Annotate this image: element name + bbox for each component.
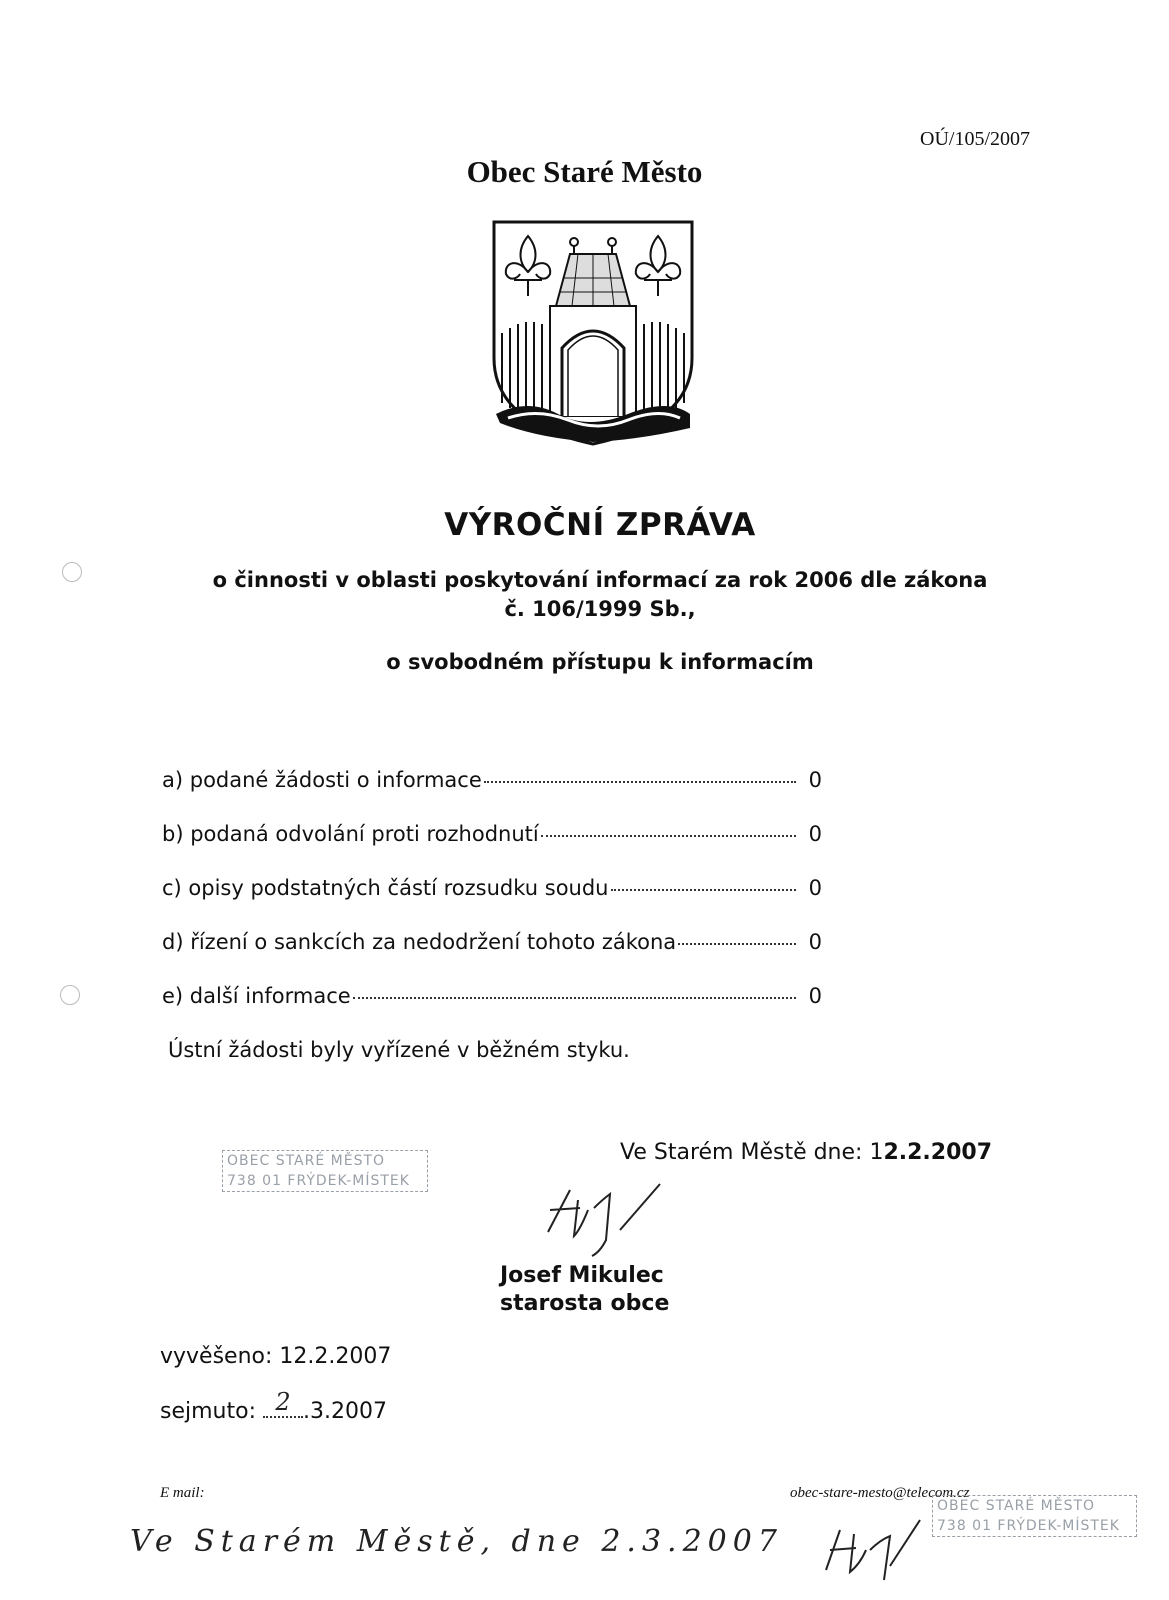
subtitle-line-3: o svobodném přístupu k informacím — [386, 650, 814, 674]
place-date-bold: 2.2.2007 — [883, 1140, 993, 1165]
dot-leader — [678, 943, 796, 945]
stamp-line-2: 738 01 FRÝDEK-MÍSTEK — [227, 1173, 410, 1189]
official-stamp — [222, 1150, 428, 1192]
signature-icon — [530, 1180, 690, 1265]
posted-date: vyvěšeno: 12.2.2007 — [160, 1344, 392, 1369]
punch-hole-icon — [60, 985, 80, 1005]
signature-icon — [820, 1510, 930, 1595]
dot-leader — [611, 889, 797, 891]
removed-day-handwritten: 2 — [263, 1388, 303, 1418]
footer-email: obec-stare-mesto@telecom.cz — [790, 1485, 970, 1501]
list-item — [162, 984, 822, 1008]
removed-date — [160, 1388, 387, 1426]
footer-email-label: E mail: — [160, 1485, 205, 1501]
list-item — [162, 768, 822, 792]
list-item — [162, 930, 822, 954]
punch-hole-icon — [62, 562, 82, 582]
report-title: VÝROČNÍ ZPRÁVA — [444, 507, 756, 543]
item-label: d) řízení o sankcích za nedodržení tohoto zákona — [162, 930, 677, 954]
item-value: 0 — [808, 930, 822, 954]
item-value: 0 — [808, 876, 822, 900]
item-value: 0 — [808, 768, 822, 792]
item-label: b) podaná odvolání proti rozhodnutí — [162, 822, 539, 846]
dot-leader — [484, 781, 796, 783]
signer-block — [500, 1262, 669, 1318]
item-value: 0 — [808, 984, 822, 1008]
removed-suffix: .3.2007 — [302, 1399, 387, 1424]
signer-role: starosta obce — [500, 1291, 670, 1316]
removed-label: sejmuto: — [160, 1399, 256, 1424]
item-value: 0 — [808, 822, 822, 846]
stamp-line-2: 738 01 FRÝDEK-MÍSTEK — [937, 1518, 1120, 1534]
subtitle-line-2: č. 106/1999 Sb., — [504, 597, 696, 621]
coat-of-arms-icon — [488, 218, 698, 453]
place-prefix: Ve Starém Městě dne: 1 — [620, 1140, 884, 1165]
municipality-name: Obec Staré Město — [466, 154, 703, 189]
stamp-line-1: OBEC STARÉ MĚSTO — [227, 1153, 386, 1169]
list-item — [162, 876, 822, 900]
subtitle-line-1: o činnosti v oblasti poskytování informací za rok 2006 dle zákona — [212, 568, 988, 592]
item-label: a) podané žádosti o informace — [162, 768, 482, 792]
handwritten-note: Ve Starém Městě, dne 2.3.2007 — [130, 1524, 783, 1559]
reference-number: OÚ/105/2007 — [920, 128, 1030, 150]
stamp-line-1: OBEC STARÉ MĚSTO — [937, 1498, 1096, 1514]
list-item — [162, 822, 822, 846]
oral-requests-note: Ústní žádosti byly vyřízené v běžném styku. — [168, 1038, 630, 1062]
item-label: e) další informace — [162, 984, 351, 1008]
item-label: c) opisy podstatných částí rozsudku soudu — [162, 876, 609, 900]
official-stamp — [932, 1495, 1137, 1537]
place-date — [620, 1140, 992, 1165]
dot-leader — [353, 997, 796, 999]
signer-name: Josef Mikulec — [500, 1263, 664, 1288]
dot-leader — [541, 835, 796, 837]
